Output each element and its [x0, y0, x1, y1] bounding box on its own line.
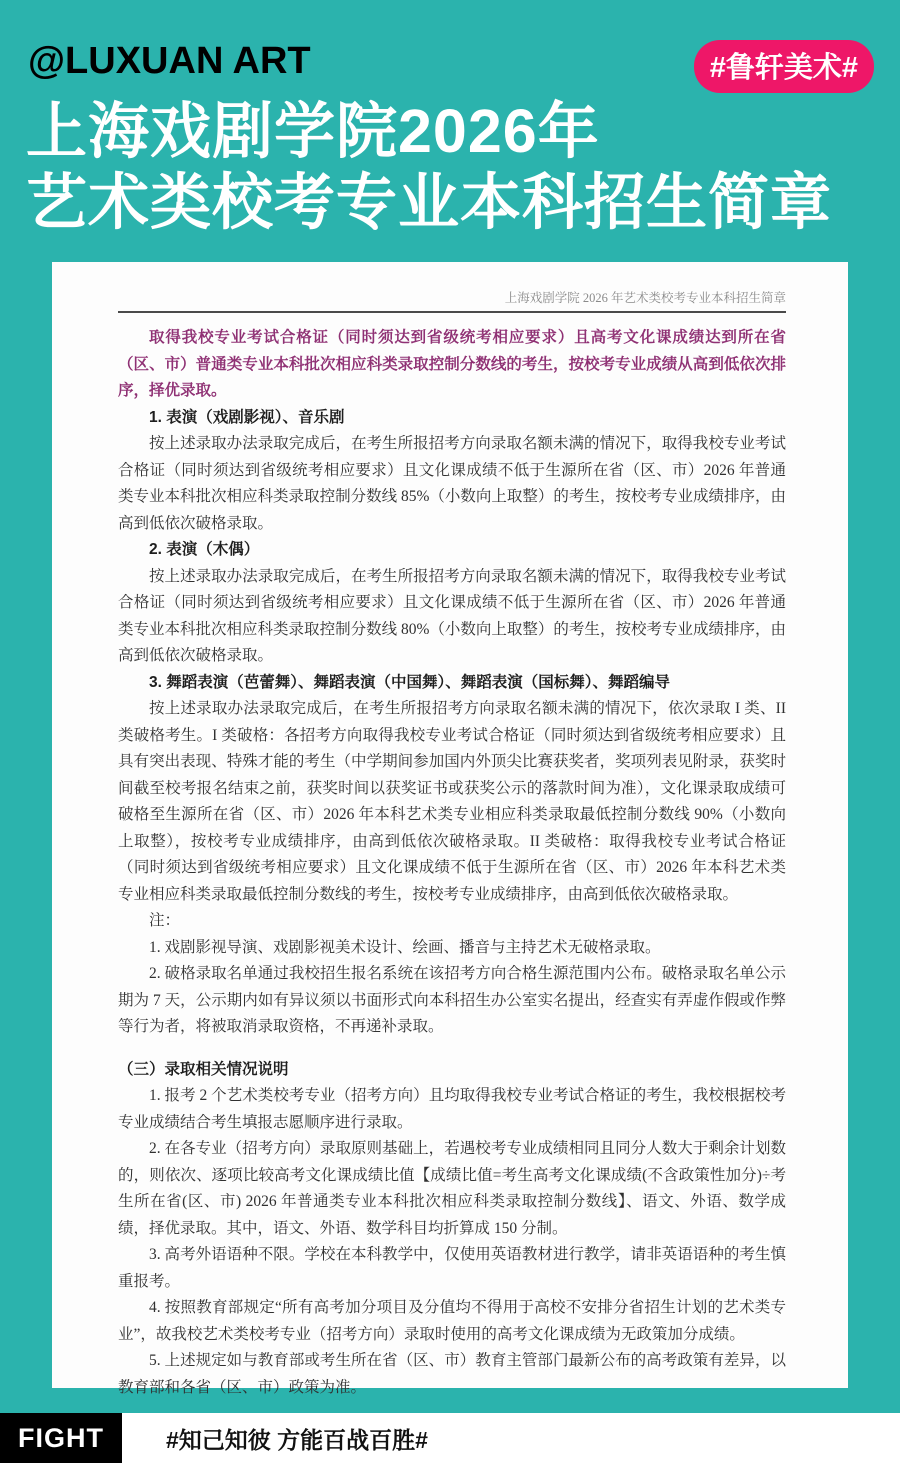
bottom-bar	[0, 1413, 900, 1463]
page-title-line1: 上海戏剧学院2026年	[26, 97, 600, 165]
hashtag-badge: #鲁轩美术#	[694, 40, 874, 93]
page-title-line2: 艺术类校考专业本科招生简章	[26, 168, 833, 237]
footer-slogan: #知己知彼 方能百战百胜#	[122, 1413, 900, 1463]
document-running-header: 上海戏剧学院 2026 年艺术类校考专业本科招生简章	[118, 288, 786, 313]
note-item-1: 1. 戏剧影视导演、戏剧影视美术设计、绘画、播音与主持艺术无破格录取。	[149, 938, 661, 956]
section-heading-3: 3. 舞蹈表演（芭蕾舞）、舞蹈表演（中国舞）、舞蹈表演（国标舞）、舞蹈编导	[149, 673, 670, 691]
intro-paragraph: 取得我校专业考试合格证（同时须达到省级统考相应要求）且高考文化课成绩达到所在省（区、市）普通类专业本科批次相应科类录取控制分数线的考生，按校考专业成绩从高到低依次排序，择优录取。	[118, 329, 786, 399]
subsection-heading: （三）录取相关情况说明	[118, 1060, 289, 1078]
notes-label: 注：	[149, 912, 181, 929]
section-heading-1: 1. 表演（戏剧影视）、音乐剧	[149, 408, 345, 426]
brand-watermark: @LUXUAN ART	[28, 40, 311, 82]
section-paragraph-3: 按上述录取办法录取完成后，在考生所报招考方向录取名额未满的情况下，依次录取 I 类、II 类破格考生。I 类破格：各招考方向取得我校专业考试合格证（同时须达到省级统考相应要求）且具有突出表现、特殊才能的考生（中学期间参加国内外顶尖比赛获奖者，奖项列表见附录，获奖时间截至校考报名结束之前，获奖时间以获奖证书或获奖公示的落款时间为准），文化课录取成绩可破格至生源所在省（区、市）2026 年本科艺术类专业相应科类录取最低控制分数线 90%（小数向上取整），按校考专业成绩排序，由高到低依次破格录取。II 类破格：取得我校专业考试合格证（同时须达到省级统考相应要求）且文化课成绩不低于生源所在省（区、市）2026 年本科艺术类专业相应科类录取最低控制分数线的考生，按校考专业成绩排序，由高到低依次破格录取。	[118, 700, 786, 903]
section-heading-2: 2. 表演（木偶）	[149, 541, 260, 558]
subsection-item-2: 2. 在各专业（招考方向）录取原则基础上，若遇校考专业成绩相同且同分人数大于剩余计划数的，则依次、逐项比较高考文化课成绩比值【成绩比值=考生高考文化课成绩(不含政策性加分)÷考生所在省(区、市) 2026 年普通类专业本科批次相应科类录取控制分数线】、语文、外语、数学成绩，择优录取。其中，语文、外语、数学科目均折算成 150 分制。	[118, 1140, 786, 1237]
subsection-item-5: 5. 上述规定如与教育部或考生所在省（区、市）教育主管部门最新公布的高考政策有差异，以教育部和各省（区、市）政策为准。	[118, 1352, 786, 1396]
page-title	[26, 96, 886, 239]
document-content	[52, 262, 848, 1456]
section-paragraph-2: 按上述录取办法录取完成后，在考生所报招考方向录取名额未满的情况下，取得我校专业考试合格证（同时须达到省级统考相应要求）且文化课成绩不低于生源所在省（区、市）2026 年普通类专业本科批次相应科类录取控制分数线 80%（小数向上取整）的考生，按校考专业成绩排序，由高到低依次破格录取。	[118, 567, 786, 664]
subsection-item-3: 3. 高考外语语种不限。学校在本科教学中，仅使用英语教材进行教学，请非英语语种的考生慎重报考。	[118, 1246, 786, 1290]
document-page	[52, 262, 848, 1396]
note-item-2: 2. 破格录取名单通过我校招生报名系统在该招考方向合格生源范围内公布。破格录取名单公示期为 7 天，公示期内如有异议须以书面形式向本科招生办公室实名提出，经查实有弄虚作假或作弊等行为者，将被取消录取资格，不再递补录取。	[118, 965, 786, 1035]
section-paragraph-1: 按上述录取办法录取完成后，在考生所报招考方向录取名额未满的情况下，取得我校专业考试合格证（同时须达到省级统考相应要求）且文化课成绩不低于生源所在省（区、市）2026 年普通类专业本科批次相应科类录取控制分数线 85%（小数向上取整）的考生，按校考专业成绩排序，由高到低依次破格录取。	[118, 435, 786, 532]
subsection-item-1: 1. 报考 2 个艺术类校考专业（招考方向）且均取得我校专业考试合格证的考生，我校根据校考专业成绩结合考生填报志愿顺序进行录取。	[118, 1087, 786, 1131]
document-body	[118, 325, 786, 1456]
fight-label: FIGHT	[0, 1413, 122, 1463]
subsection-item-4: 4. 按照教育部规定“所有高考加分项目及分值均不得用于高校不安排分省招生计划的艺术类专业”，故我校艺术类校考专业（招考方向）录取时使用的高考文化课成绩为无政策加分成绩。	[118, 1299, 786, 1343]
